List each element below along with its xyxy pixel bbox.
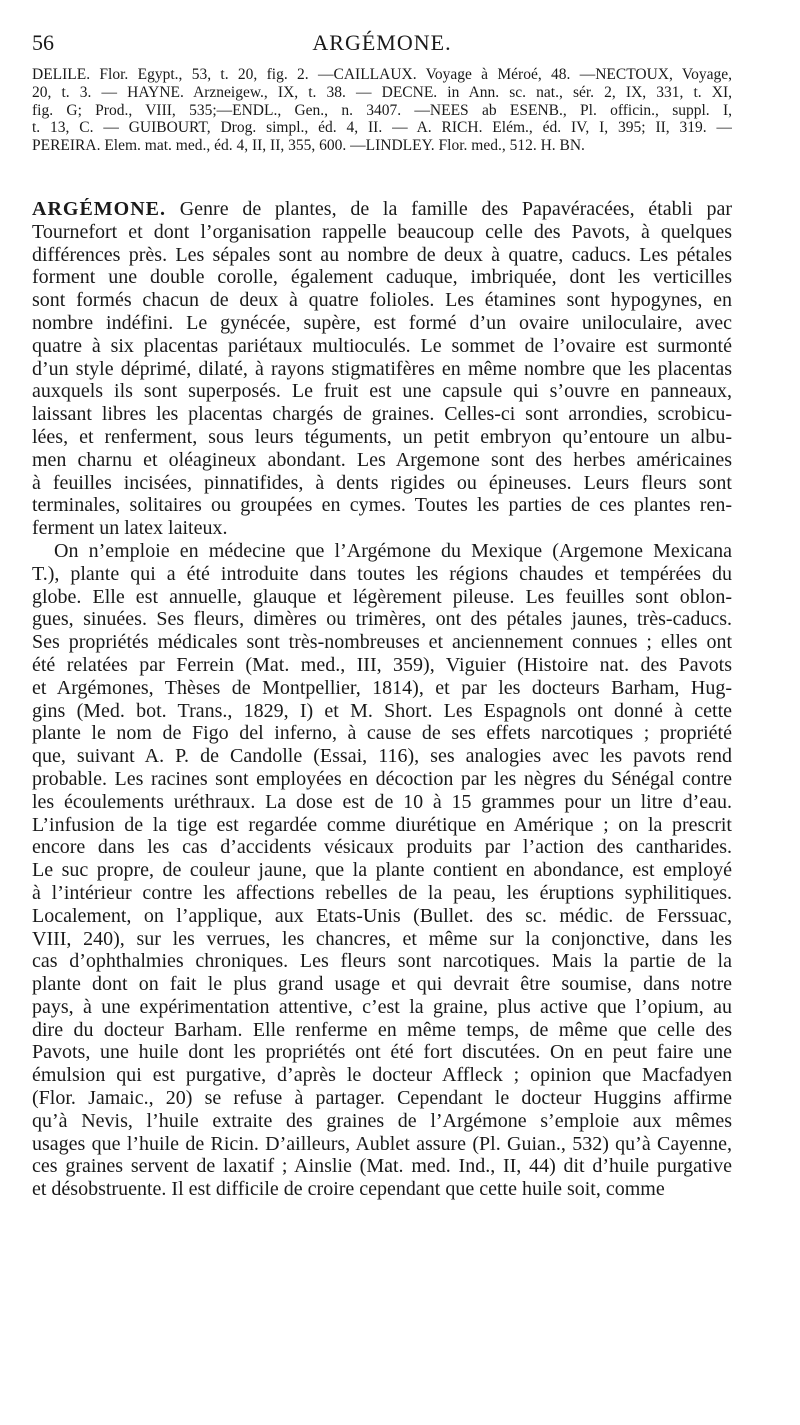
page-header [32, 30, 732, 56]
text-line: et désobstruente. Il est difficile de croire cependant que cette huile soit, comme [32, 1178, 665, 1201]
text-line: L’infusion de la tige est regardée comme diurétique en Amérique ; on la prescrit [32, 813, 732, 836]
text-line: usages que l’huile de Ricin. D’ailleurs, Aublet assure (Pl. Guian., 532) qu’à Cayenne, [32, 1132, 732, 1155]
text-line: sont formés chacun de deux à quatre folioles. Les étamines sont hypogynes, en [32, 289, 732, 312]
text-line: On n’emploie en médecine que l’Argémone du Mexique (Argemone Mexicana [54, 539, 732, 562]
text-line: pays, à une expérimentation attentive, c’est la graine, plus active que l’opium, au [32, 995, 732, 1018]
text-line: émulsion qui est purgative, d’après le docteur Affleck ; opinion que Macfadyen [32, 1064, 732, 1087]
text-line: probable. Les racines sont employées en décoction par les nègres du Sénégal contre [32, 767, 732, 790]
text-line: plante dont on fait le plus grand usage et qui devrait être soumise, dans notre [32, 973, 732, 996]
reference-line: 20, t. 3. — HAYNE. Arzneigew., IX, t. 38. — DECNE. in Ann. sc. nat., sér. 2, IX, 331, t. XI, [32, 83, 732, 101]
text-line: les écoulements uréthraux. La dose est de 10 à 15 grammes pour un litre d’eau. [32, 790, 732, 813]
reference-line: fig. G; Prod., VIII, 535;—ENDL., Gen., n. 3407. —NEES ab ESENB., Pl. officin., suppl. I, [32, 101, 732, 119]
bibliographic-references [32, 66, 732, 155]
text-line-content: Genre de plantes, de la famille des Papavéracées, établi par [166, 198, 732, 220]
text-line: que, suivant A. P. de Candolle (Essai, 116), ses analogies avec les pavots rend [32, 745, 732, 768]
text-line: auxquels ils sont superposés. Le fruit est une capsule qui s’ouvre en panneaux, [32, 380, 732, 403]
text-line: Pavots, une huile dont les propriétés ont été fort discutées. On en peut faire une [32, 1041, 732, 1064]
text-line: VIII, 240), sur les verrues, les chancres, et même sur la conjonctive, dans les [32, 927, 732, 950]
text-line [32, 198, 732, 221]
text-line: Le suc propre, de couleur jaune, que la plante contient en abondance, est employé [32, 859, 732, 882]
text-line: laissant libres les placentas chargés de graines. Celles-ci sont arrondies, scrobicu- [32, 403, 732, 426]
text-line: gues, sinuées. Ses fleurs, dimères ou trimères, ont des pétales jaunes, très-caducs. [32, 608, 732, 631]
entry-headword: ARGÉMONE. [32, 198, 166, 220]
reference-line: PEREIRA. Elem. mat. med., éd. 4, II, II, 355, 600. —LINDLEY. Flor. med., 512. H. BN. [32, 137, 585, 155]
text-line: différences près. Les sépales sont au nombre de deux à quatre, caducs. Les pétales [32, 243, 732, 266]
text-line: ces graines servent de laxatif ; Ainslie (Mat. med. Ind., II, 44) dit d’huile purgative [32, 1155, 732, 1178]
text-line: ferment un latex laiteux. [32, 517, 228, 540]
text-line: qu’à Nevis, l’huile extraite des graines de l’Argémone s’emploie aux mêmes [32, 1109, 732, 1132]
text-line: dire du docteur Barham. Elle renferme en même temps, de même que celle des [32, 1018, 732, 1041]
text-line: lées, et renferment, sous leurs téguments, un petit embryon qu’entoure un albu- [32, 425, 732, 448]
text-line: globe. Elle est annuelle, glauque et légèrement pileuse. Les feuilles sont oblon- [32, 585, 732, 608]
text-line: à feuilles incisées, pinnatifides, à dents rigides ou épineuses. Leurs fleurs sont [32, 471, 732, 494]
article-body [32, 198, 732, 1201]
text-line: plante le nom de Figo del inferno, à cause de ses effets narcotiques ; propriété [32, 722, 732, 745]
text-line: Localement, on l’applique, aux Etats-Unis (Bullet. des sc. médic. de Ferssuac, [32, 904, 732, 927]
text-line: terminales, solitaires ou groupées en cymes. Toutes les parties de ces plantes ren- [32, 494, 732, 517]
text-line: et Argémones, Thèses de Montpellier, 1814), et par les docteurs Barham, Hug- [32, 676, 732, 699]
text-line: gins (Med. bot. Trans., 1829, I) et M. Short. Les Espagnols ont donné à cette [32, 699, 732, 722]
text-line: encore dans les cas d’accidents vésicaux produits par l’action des cantharides. [32, 836, 732, 859]
text-line: quatre à six placentas pariétaux multioculés. Le sommet de l’ovaire est surmonté [32, 334, 732, 357]
text-line: T.), plante qui a été introduite dans toutes les régions chaudes et tempérées du [32, 562, 732, 585]
text-line: cas d’ophthalmies chroniques. Les fleurs sont narcotiques. Mais la partie de la [32, 950, 732, 973]
text-line: d’un style déprimé, dilaté, à rayons stigmatifères en même nombre que les placentas [32, 357, 732, 380]
running-title: ARGÉMONE. [312, 30, 452, 55]
text-line: forment une double corolle, également caduque, imbriquée, dont les verticilles [32, 266, 732, 289]
text-line: Tournefort et dont l’organisation rappelle beaucoup celle des Pavots, à quelques [32, 220, 732, 243]
text-line: nombre indéfini. Le gynécée, supère, est formé d’un ovaire uniloculaire, avec [32, 311, 732, 334]
text-line: à l’intérieur contre les affections rebelles de la peau, les éruptions syphilitiques. [32, 881, 732, 904]
reference-line: DELILE. Flor. Egypt., 53, t. 20, fig. 2. —CAILLAUX. Voyage à Méroé, 48. —NECTOUX, Voyage, [32, 66, 732, 83]
page-number: 56 [32, 30, 54, 55]
text-line: été relatées par Ferrein (Mat. med., III, 359), Viguier (Histoire nat. des Pavots [32, 653, 732, 676]
text-line: Ses propriétés médicales sont très-nombreuses et anciennement connues ; elles ont [32, 631, 732, 654]
text-line: men charnu et oléagineux abondant. Les Argemone sont des herbes américaines [32, 448, 732, 471]
text-line: (Flor. Jamaic., 20) se refuse à partager. Cependant le docteur Huggins affirme [32, 1087, 732, 1110]
reference-line: t. 13, C. — GUIBOURT, Drog. simpl., éd. 4, II. — A. RICH. Elém., éd. IV, I, 395; II, 319. — [32, 119, 732, 137]
